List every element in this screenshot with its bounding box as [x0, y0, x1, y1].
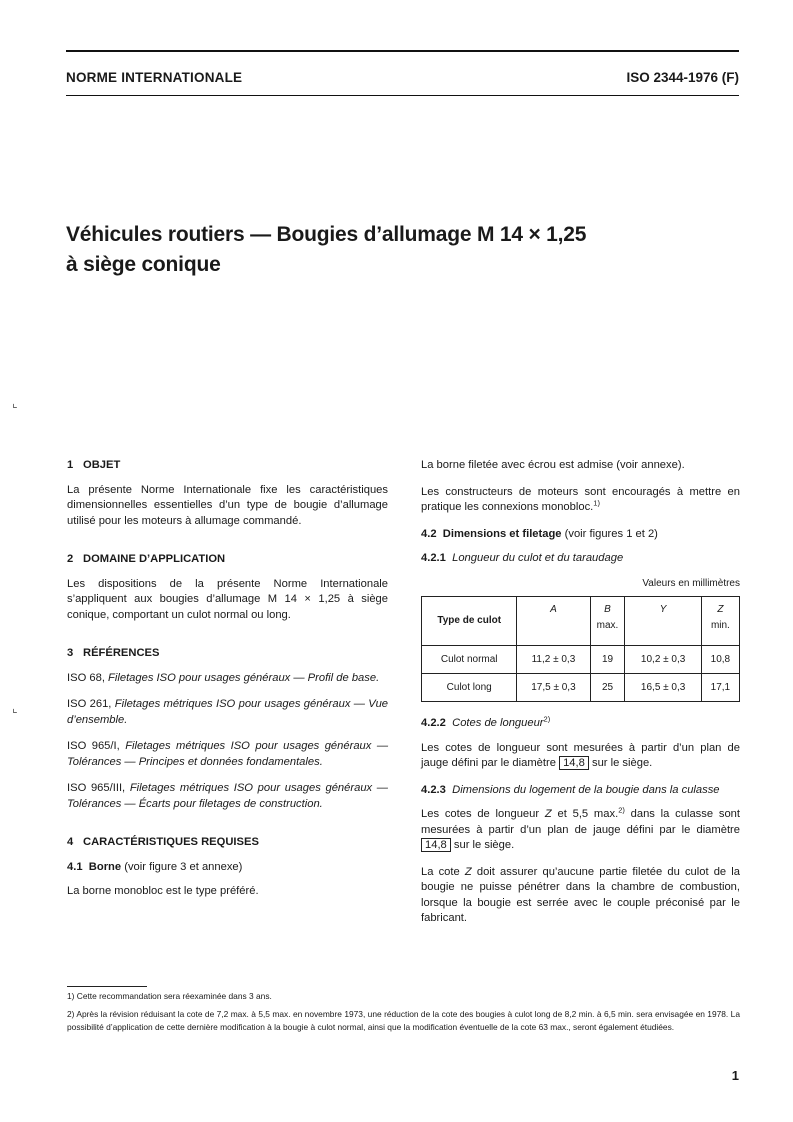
- subsection-heading-4-1: 4.1 Borne (voir figure 3 et annexe): [67, 860, 243, 873]
- subsection-heading-4-2: 4.2 Dimensions et filetage (voir figures 1 et 2): [421, 527, 658, 540]
- cell-type: Culot long: [422, 674, 517, 702]
- section-heading-3: 3 RÉFÉRENCES: [67, 647, 160, 659]
- header-rule: [66, 95, 739, 96]
- section-2-text: Les dispositions de la présente Norme Internationale s’appliquent aux bougies d’allumage M 14 × 1,25 à siège conique, comportant un culot normal ou long.: [67, 577, 388, 621]
- reference-item: ISO 261, Filetages métriques ISO pour usages généraux — Vue d’ensemble.: [67, 698, 389, 726]
- cell-y: 16,5 ± 0,3: [625, 674, 701, 702]
- dimensions-table: [421, 596, 740, 702]
- subsection-4-1-text: La borne monobloc est le type préféré.: [67, 885, 259, 897]
- footnote-ref-2: 2): [618, 805, 625, 815]
- subsection-heading-4-2-2: 4.2.2 Cotes de longueur$^{2)}$: [421, 714, 551, 729]
- table-header-row: [422, 597, 740, 646]
- page-number: 1: [731, 1068, 739, 1083]
- cell-y: 10,2 ± 0,3: [625, 646, 701, 674]
- header-cell-a: A: [517, 597, 590, 646]
- title-line-2: à siège conique: [66, 253, 221, 276]
- section-heading-1: 1 OBJET: [67, 459, 121, 471]
- header-cell-type: Type de culot: [422, 597, 517, 646]
- margin-tick-mark: ⌞: [12, 396, 18, 410]
- length-dimensions-text: Les cotes de longueur sont mesurées à partir d’un plan de jauge défini par le diamètre 14,8 sur le siège.: [421, 741, 740, 769]
- cell-a: 11,2 ± 0,3: [517, 646, 590, 674]
- cylinder-head-text: Les cotes de longueur Z et 5,5 max.$^{2)}$ dans la culasse sont mesurées à partir d’un plan de jauge défini par le diamètre 14,8 sur le siège.: [421, 805, 741, 851]
- gauge-diameter-box: 14,8: [559, 756, 589, 770]
- subsection-heading-4-2-1: 4.2.1 Longueur du culot et du taraudage: [421, 552, 624, 564]
- thread-clearance-text: La cote Z doit assurer qu’aucune partie filetée du culot de la bougie ne puisse pénétrer dans la chambre de combustion, lorsque la bougie est serrée avec le couple préconisé par le fabricant.: [421, 865, 741, 924]
- margin-tick-mark: ⌞: [12, 701, 18, 715]
- left-column: [67, 458, 388, 911]
- manufacturers-text: Les constructeurs de moteurs sont encouragés à mettre en pratique les connexions monobloc.$^{1)}$: [421, 485, 740, 513]
- footnote-1: 1) Cette recommandation sera réexaminée dans 3 ans.: [67, 991, 272, 1001]
- cell-b: 19: [590, 646, 625, 674]
- header-standard-type: NORME INTERNATIONALE: [66, 70, 243, 85]
- footnote-ref-2: 2): [543, 714, 551, 724]
- section-heading-2: 2 DOMAINE D’APPLICATION: [67, 553, 226, 565]
- cell-z: 10,8: [701, 646, 739, 674]
- title-line-1: Véhicules routiers — Bougies d’allumage M 14 × 1,25: [66, 223, 587, 246]
- footnote-2: 2) Après la révision réduisant la cote de 7,2 max. à 5,5 max. en novembre 1973, une réduction de la cote des bougies à culot long de 8,2 min. à 6,5 min. sera envisagée en 1978. La possibilité d’application de cette dernière modification à la bougie à culot normal, ainsi que la modification éventuelle de la cote 63 max., seront également étudiées.: [67, 1009, 740, 1032]
- cell-b: 25: [590, 674, 625, 702]
- reference-item: ISO 965/III, Filetages métriques ISO pour usages généraux — Tolérances — Écarts pour filetages de construction.: [67, 782, 388, 810]
- section-heading-4: 4 CARACTÉRISTIQUES REQUISES: [67, 836, 259, 848]
- top-rule: [66, 50, 739, 52]
- footnote-rule: [67, 986, 147, 987]
- cell-a: 17,5 ± 0,3: [517, 674, 590, 702]
- cell-type: Culot normal: [422, 646, 517, 674]
- footnote-ref-1: 1): [593, 498, 600, 508]
- table-row: [422, 646, 740, 674]
- reference-item: ISO 68, Filetages ISO pour usages généraux — Profil de base.: [67, 671, 380, 684]
- header-cell-z: Z min.: [701, 597, 739, 646]
- header-cell-b: B max.: [590, 597, 625, 646]
- reference-item: ISO 965/I, Filetages métriques ISO pour usages généraux — Tolérances — Principes et données fondamentales.: [67, 740, 389, 768]
- terminal-text: La borne filetée avec écrou est admise (voir annexe).: [421, 459, 685, 471]
- table-row: [422, 674, 740, 702]
- units-note: Valeurs en millimètres: [642, 577, 740, 589]
- subsection-heading-4-2-3: 4.2.3 Dimensions du logement de la bougie dans la culasse: [421, 783, 720, 796]
- header-cell-y: Y: [625, 597, 701, 646]
- section-1-text: La présente Norme Internationale fixe les caractéristiques dimensionnelles essentielles d’un type de bougie d’allumage utilisé pour les moteurs à allumage commandé.: [67, 483, 388, 527]
- header-standard-number: ISO 2344-1976 (F): [626, 70, 739, 85]
- right-column: [421, 458, 740, 938]
- document-title: [66, 220, 586, 280]
- cell-z: 17,1: [701, 674, 739, 702]
- gauge-diameter-box: 14,8: [421, 838, 451, 852]
